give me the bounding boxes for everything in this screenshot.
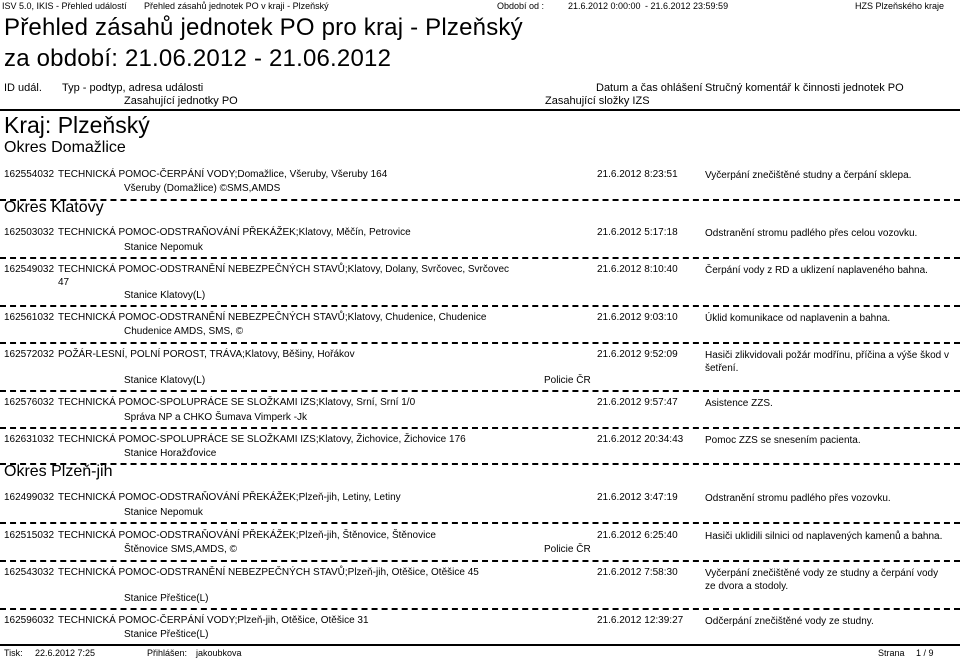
- event-units: Stanice Horažďovice: [124, 448, 217, 459]
- event-type: TECHNICKÁ POMOC-ODSTRAŇOVÁNÍ PŘEKÁŽEK;Klatovy, Měčín, Petrovice: [58, 227, 411, 238]
- event-date: 21.6.2012 3:47:19: [597, 492, 678, 503]
- page-label: Strana: [878, 648, 905, 658]
- event-units: Stanice Nepomuk: [124, 242, 203, 253]
- district-heading: Okres Domažlice: [4, 139, 126, 156]
- event-id: 162549032: [4, 264, 55, 275]
- event-type: TECHNICKÁ POMOC-SPOLUPRÁCE SE SLOŽKAMI IZS;Klatovy, Žichovice, Žichovice 176: [58, 434, 466, 445]
- event-units: Chudenice AMDS, SMS, ©: [124, 326, 244, 337]
- row-divider: [0, 390, 960, 392]
- period-from: 21.6.2012 0:00:00: [568, 1, 641, 11]
- user-name: jakoubkova: [196, 648, 242, 658]
- column-header-type: Typ - podtyp, adresa události: [62, 82, 204, 94]
- period-label: Období od :: [497, 1, 545, 11]
- row-divider: [0, 427, 960, 429]
- row-divider: [0, 305, 960, 307]
- column-header-comment: Stručný komentář k činnosti jednotek PO: [705, 82, 904, 94]
- event-id: 162576032: [4, 397, 55, 408]
- region-heading: [4, 112, 150, 139]
- event-date: 21.6.2012 12:39:27: [597, 615, 684, 626]
- event-id: 162561032: [4, 312, 55, 323]
- event-id: 162503032: [4, 227, 55, 238]
- event-comment: Úklid komunikace od naplavenin a bahna.: [705, 313, 891, 324]
- event-date: 21.6.2012 9:52:09: [597, 349, 678, 360]
- event-type: TECHNICKÁ POMOC-ODSTRAŇOVÁNÍ PŘEKÁŽEK;Plzeň-jih, Štěnovice, Štěnovice: [58, 530, 436, 541]
- event-units: Správa NP a CHKO Šumava Vimperk -Jk: [124, 412, 308, 423]
- organization: HZS Plzeňského kraje: [855, 1, 945, 11]
- event-date: 21.6.2012 6:25:40: [597, 530, 678, 541]
- column-header-id: ID udál.: [4, 82, 42, 94]
- row-divider: [0, 522, 960, 524]
- event-id: 162631032: [4, 434, 55, 445]
- event-type-cont: 47: [58, 277, 70, 288]
- event-id: 162543032: [4, 567, 55, 578]
- row-divider: [0, 560, 960, 562]
- event-comment: Hasiči uklidili silnici od naplavených kamenů a bahna.: [705, 531, 943, 542]
- event-izs: Policie ČR: [544, 544, 591, 555]
- district-heading: Okres Plzeň-jih: [4, 463, 113, 480]
- event-izs: Policie ČR: [544, 375, 591, 386]
- event-type: POŽÁR-LESNÍ, POLNÍ POROST, TRÁVA;Klatovy, Běšiny, Hořákov: [58, 349, 355, 360]
- user-label: Přihlášen:: [147, 648, 188, 658]
- event-comment: Vyčerpání znečištěné vody ze studny a čerpání vody ze dvora a stodoly.: [705, 568, 939, 592]
- event-units: Stanice Přeštice(L): [124, 629, 209, 640]
- event-type: TECHNICKÁ POMOC-ODSTRANĚNÍ NEBEZPEČNÝCH STAVŮ;Klatovy, Chudenice, Chudenice: [58, 312, 487, 323]
- event-id: 162572032: [4, 349, 55, 360]
- event-comment: Vyčerpání znečištěné studny a čerpání sklepa.: [705, 170, 912, 181]
- event-id: 162515032: [4, 530, 55, 541]
- event-units: Stanice Klatovy(L): [124, 290, 206, 301]
- event-units: Štěnovice SMS,AMDS, ©: [124, 544, 237, 555]
- event-id: 162499032: [4, 492, 55, 503]
- event-type: TECHNICKÁ POMOC-ČERPÁNÍ VODY;Plzeň-jih, Otěšice, Otěšice 31: [58, 615, 369, 626]
- event-comment: Pomoc ZZS se snesením pacienta.: [705, 435, 861, 446]
- row-divider: [0, 342, 960, 344]
- column-header-date: Datum a čas ohlášení: [596, 82, 703, 94]
- event-date: 21.6.2012 20:34:43: [597, 434, 684, 445]
- print-label: Tisk:: [4, 648, 23, 658]
- event-comment: Odčerpání znečištěné vody ze studny.: [705, 616, 874, 627]
- event-date: 21.6.2012 8:23:51: [597, 169, 678, 180]
- page-subtitle: za období: 21.06.2012 - 21.06.2012: [4, 45, 392, 72]
- event-date: 21.6.2012 9:03:10: [597, 312, 678, 323]
- event-date: 21.6.2012 5:17:18: [597, 227, 678, 238]
- event-comment: Čerpání vody z RD a uklizení naplaveného bahna.: [705, 265, 928, 276]
- event-comment: Odstranění stromu padlého přes vozovku.: [705, 493, 891, 504]
- event-type: TECHNICKÁ POMOC-ODSTRANĚNÍ NEBEZPEČNÝCH STAVŮ;Klatovy, Dolany, Svrčovec, Svrčovec: [58, 264, 510, 275]
- row-divider: [0, 463, 960, 465]
- event-comment: Asistence ZZS.: [705, 398, 773, 409]
- event-id: 162596032: [4, 615, 55, 626]
- report-name: Přehled zásahů jednotek PO v kraji - Plzeňský: [144, 1, 329, 11]
- row-divider: [0, 257, 960, 259]
- row-divider: [0, 199, 960, 201]
- event-date: 21.6.2012 9:57:47: [597, 397, 678, 408]
- page-title: Přehled zásahů jednotek PO pro kraj - Plzeňský: [4, 14, 523, 41]
- region-value: Plzeňský: [57, 112, 150, 138]
- event-type: TECHNICKÁ POMOC-ODSTRANĚNÍ NEBEZPEČNÝCH STAVŮ;Plzeň-jih, Otěšice, Otěšice 45: [58, 567, 479, 578]
- event-type: TECHNICKÁ POMOC-ČERPÁNÍ VODY;Domažlice, Všeruby, Všeruby 164: [58, 169, 388, 180]
- column-header-izs: Zasahující složky IZS: [545, 95, 650, 107]
- event-units: Stanice Přeštice(L): [124, 593, 209, 604]
- event-date: 21.6.2012 8:10:40: [597, 264, 678, 275]
- print-date: 22.6.2012 7:25: [35, 648, 96, 658]
- event-id: 162554032: [4, 169, 55, 180]
- event-comment: Hasiči zlikvidovali požár modřínu, příčina a výše škod v šetření.: [705, 350, 949, 374]
- row-divider: [0, 608, 960, 610]
- column-header-units: Zasahující jednotky PO: [124, 95, 238, 107]
- event-units: Stanice Nepomuk: [124, 507, 203, 518]
- header-divider: [0, 109, 960, 111]
- page-number: 1 / 9: [916, 648, 934, 658]
- event-units: Stanice Klatovy(L): [124, 375, 206, 386]
- event-comment: Odstranění stromu padlého přes celou vozovku.: [705, 228, 918, 239]
- region-label: Kraj:: [4, 112, 52, 138]
- app-name: ISV 5.0, IKIS - Přehled událostí: [2, 1, 127, 11]
- event-type: TECHNICKÁ POMOC-SPOLUPRÁCE SE SLOŽKAMI IZS;Klatovy, Srní, Srní 1/0: [58, 397, 416, 408]
- report-header-bar: [0, 0, 960, 12]
- event-date: 21.6.2012 7:58:30: [597, 567, 678, 578]
- event-units: Všeruby (Domažlice) ©SMS,AMDS: [124, 183, 281, 194]
- district-heading: Okres Klatovy: [4, 199, 104, 216]
- period-to: - 21.6.2012 23:59:59: [645, 1, 729, 11]
- event-type: TECHNICKÁ POMOC-ODSTRAŇOVÁNÍ PŘEKÁŽEK;Plzeň-jih, Letiny, Letiny: [58, 492, 401, 503]
